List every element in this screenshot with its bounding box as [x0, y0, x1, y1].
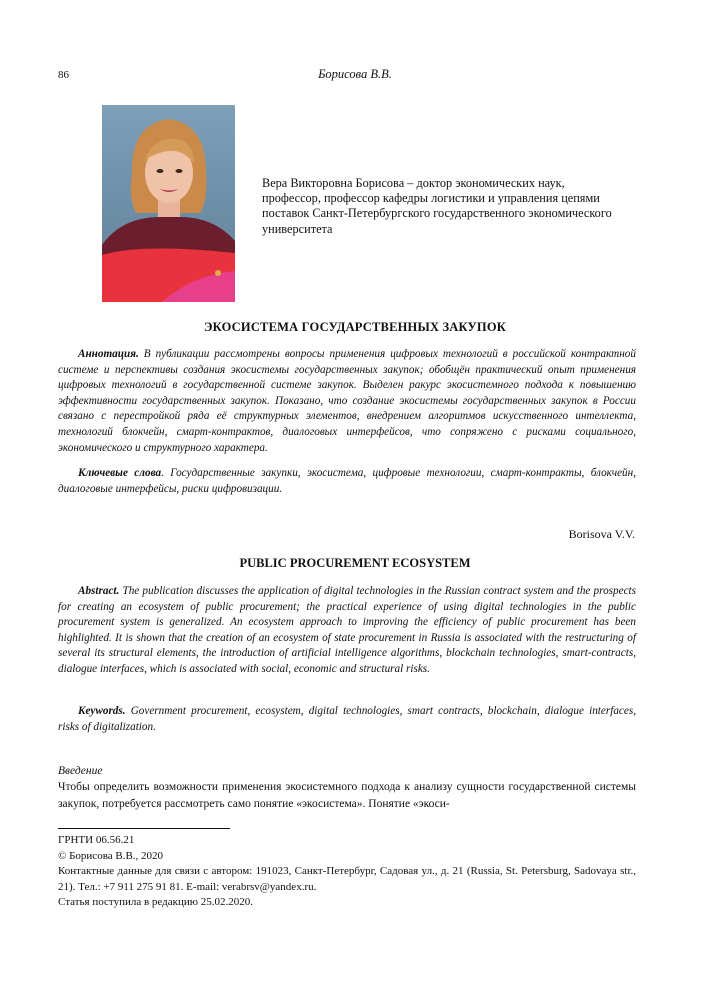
abstract-ru-text: В публикации рассмотрены вопросы применения цифровых технологий в российской контрактной системе и перспективы создания экосистемы государственных закупок; обобщён практический опыт применения цифровых технологий в государственной системе закупок. Выделен ракурс экосистемного подхода к повышению эффективности государственных закупок. Показано, что создание экосистемы государственных закупок в России связано с перестройкой ряда её структурных элементов, внедрением алгоритмов искусственного интеллекта, технологий блокчейн, смарт-контрактов, диалоговых интерфейсов, что сопряжено с рисками социального, экономического и структурного характера.	[58, 348, 636, 454]
author-bio: Вера Викторовна Борисова – доктор экономических наук, профессор, профессор кафедры логистики и управления цепями поставок Санкт-Петербургского государственного экономического университета	[262, 176, 612, 236]
article-title-en: PUBLIC PROCUREMENT ECOSYSTEM	[239, 556, 471, 570]
footnote-received: Статья поступила в редакцию 25.02.2020.	[58, 896, 253, 908]
section-heading-introduction: Введение	[58, 765, 103, 777]
footnotes	[58, 833, 636, 911]
page-number: 86	[58, 69, 69, 81]
footnote-divider	[58, 828, 230, 829]
abstract-ru	[58, 347, 636, 456]
abstract-ru-label: Аннотация.	[78, 348, 139, 360]
author-photo	[102, 105, 235, 302]
keywords-ru	[58, 466, 636, 497]
abstract-en-label: Abstract.	[78, 585, 120, 597]
footnote-grnti: ГРНТИ 06.56.21	[58, 834, 135, 846]
keywords-en-text: Government procurement, ecosystem, digital technologies, smart contracts, blockchain, dialogue interfaces, risks of digitalization.	[58, 705, 636, 733]
footnote-contacts: Контактные данные для связи с автором: 191023, Санкт-Петербург, Садовая ул., д. 21 (Russia, St. Petersburg, Sadovaya str., 21). Тел.: +7 911 275 91 81. E-mail: verabrsv@yandex.ru.	[58, 865, 636, 893]
abstract-en-text: The publication discusses the application of digital technologies in the Russian contract system and the prospects for creating an ecosystem of public procurement; the practical experience of using digital technologies in the public procurement system is generalized. An ecosystem approach to improving the efficiency of public procurement has been highlighted. It is shown that the creation of an ecosystem of state procurement in Russia is associated with the restructuring of several its structural elements, the introduction of artificial intelligence algorithms, blockchain technologies, smart-contracts, dialogue interfaces, which is associated with social, economic and structural risks.	[58, 585, 636, 675]
abstract-en	[58, 584, 636, 678]
article-title-ru: ЭКОСИСТЕМА ГОСУДАРСТВЕННЫХ ЗАКУПОК	[203, 320, 507, 334]
intro-paragraph: Чтобы определить возможности применения экосистемного подхода к анализу сущности государственной системы закупок, потребуется рассмотреть само понятие «экосистема». Понятие «экоси-	[58, 781, 636, 810]
running-header: Борисова В.В.	[318, 67, 392, 81]
author-en: Borisova V.V.	[568, 527, 635, 541]
keywords-ru-text: . Государственные закупки, экосистема, цифровые технологии, смарт-контракты, блокчейн, диалоговые интерфейсы, риски цифровизации.	[58, 467, 636, 495]
keywords-en-label: Keywords.	[78, 705, 126, 717]
keywords-en	[58, 704, 636, 735]
keywords-ru-label: Ключевые слова	[78, 467, 162, 479]
footnote-copyright: © Борисова В.В., 2020	[58, 849, 164, 862]
